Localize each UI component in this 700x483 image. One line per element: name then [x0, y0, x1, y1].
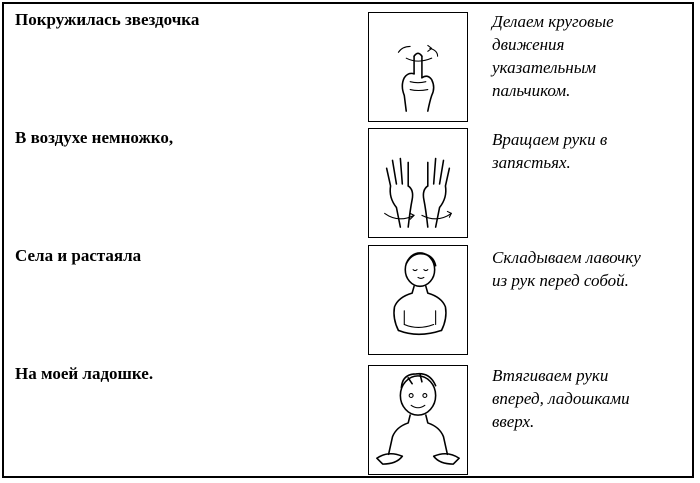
verse-line: В воздухе немножко, — [15, 128, 174, 147]
table-row — [4, 8, 692, 126]
instruction-text: Вращаем руки в запястьях. — [492, 130, 608, 172]
instruction-text: Складываем лавочку из рук перед собой. — [492, 248, 641, 290]
exercise-table — [2, 2, 694, 478]
verse-line: Покружилась звездочка — [15, 10, 200, 29]
instruction-text: Втягиваем руки вперед, ладошками вверх. — [492, 366, 630, 431]
child-folded-hands-icon — [368, 245, 468, 355]
instruction-text: Делаем круговые движения указательным пальчиком. — [492, 12, 614, 100]
table-row — [4, 126, 692, 244]
pointing-finger-circling-icon — [368, 12, 468, 122]
table-row — [4, 244, 692, 362]
rotating-hands-icon — [368, 128, 468, 238]
verse-line: На моей ладошке. — [15, 364, 154, 383]
child-palms-up-icon — [368, 365, 468, 475]
table-row — [4, 362, 692, 480]
verse-line: Села и растаяла — [15, 246, 142, 265]
